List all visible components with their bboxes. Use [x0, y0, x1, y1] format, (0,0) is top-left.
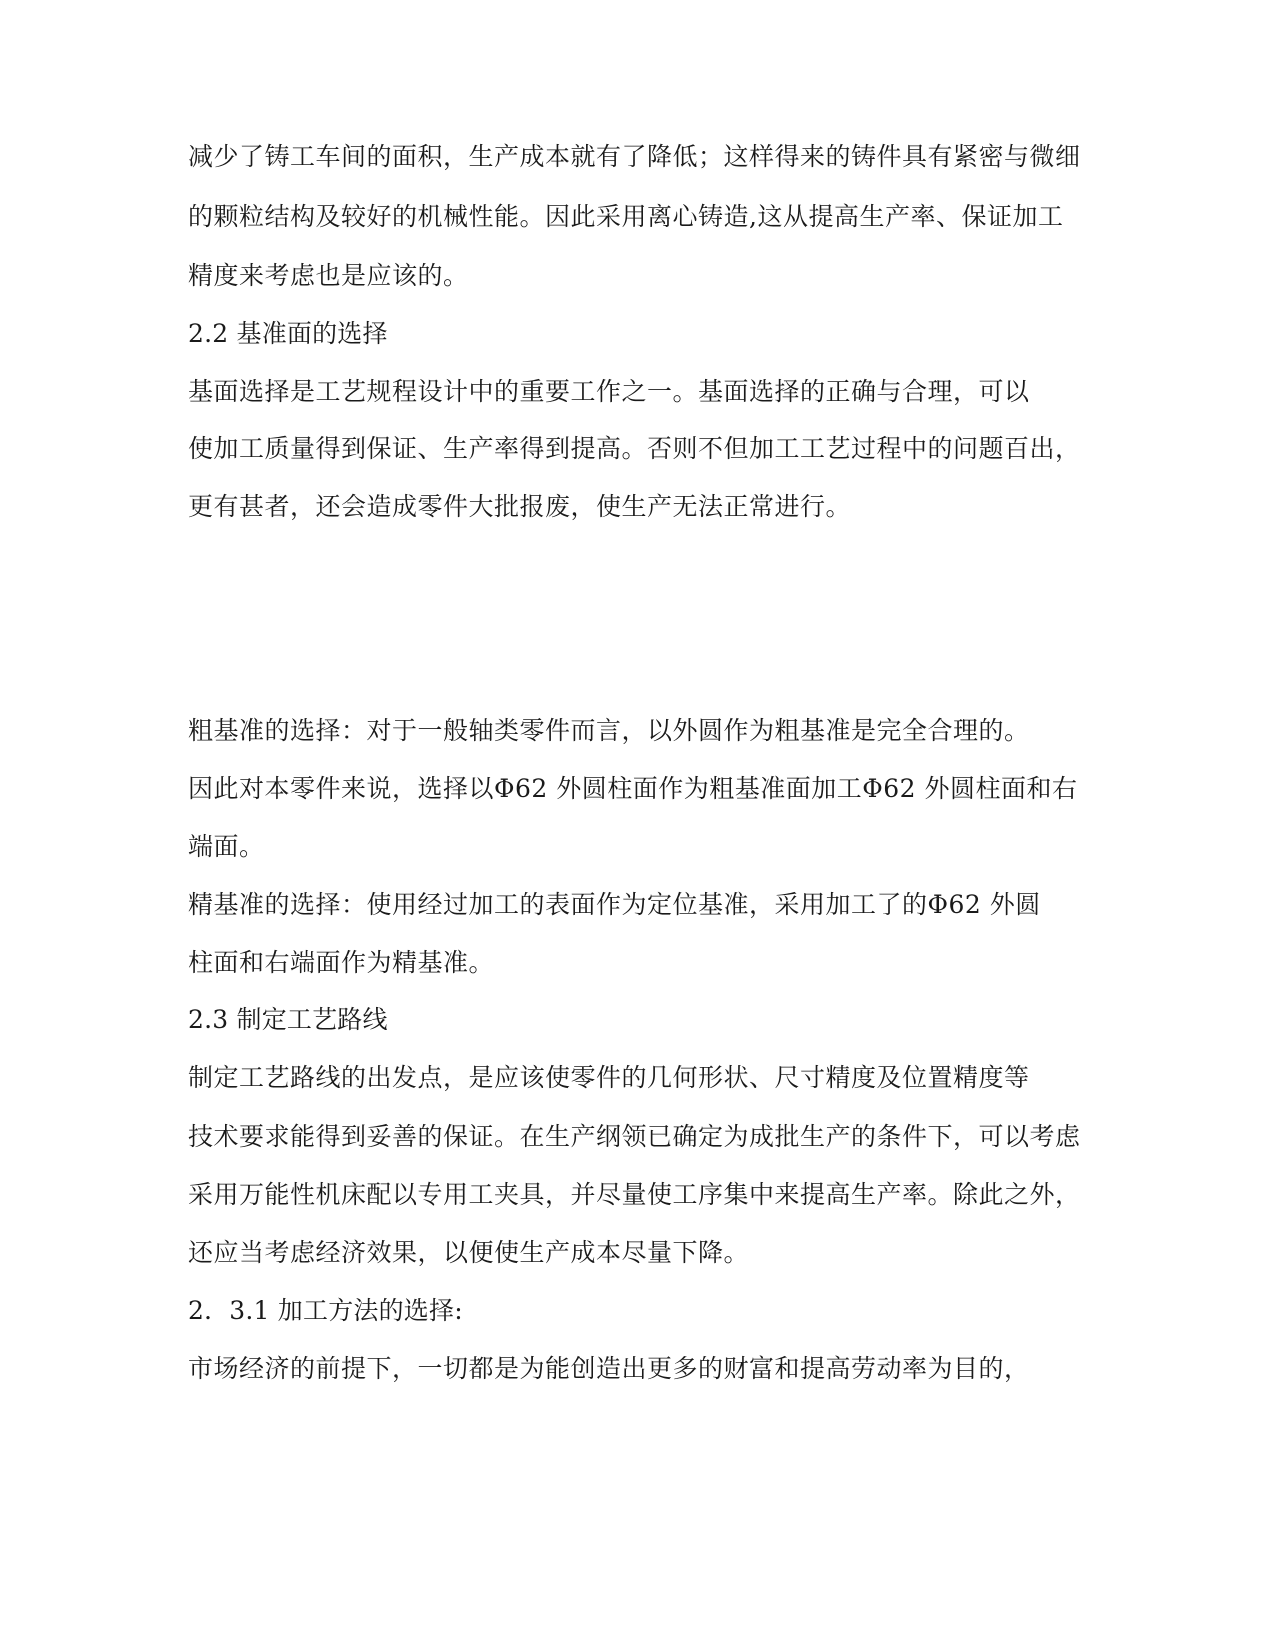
paragraph-line: 采用万能性机床配以专用工夹具，并尽量使工序集中来提高生产率。除此之外， [188, 1180, 1081, 1209]
paragraph-line: 更有甚者，还会造成零件大批报废，使生产无法正常进行。 [188, 492, 852, 521]
paragraph-line: 减少了铸工车间的面积，生产成本就有了降低；这样得来的铸件具有紧密与微细 [188, 142, 1081, 171]
paragraph-line: 制定工艺路线的出发点，是应该使零件的几何形状、尺寸精度及位置精度等 [188, 1063, 1030, 1092]
paragraph-line: 柱面和右端面作为精基准。 [188, 948, 495, 977]
paragraph-line: 使加工质量得到保证、生产率得到提高。否则不但加工工艺过程中的问题百出， [188, 434, 1081, 463]
paragraph-line: 端面。 [188, 832, 265, 861]
paragraph-line: 因此对本零件来说，选择以Φ62 外圆柱面作为粗基准面加工Φ62 外圆柱面和右 [188, 774, 1078, 803]
section-heading-2-2: 2.2 基准面的选择 [188, 319, 388, 348]
paragraph-line: 的颗粒结构及较好的机械性能。因此采用离心铸造,这从提高生产率、保证加工 [188, 202, 1064, 231]
section-heading-2-3-1: 2．3.1 加工方法的选择: [188, 1296, 463, 1325]
paragraph-line: 精基准的选择：使用经过加工的表面作为定位基准，采用加工了的Φ62 外圆 [188, 890, 1041, 919]
paragraph-line: 精度来考虑也是应该的。 [188, 261, 469, 290]
paragraph-line: 基面选择是工艺规程设计中的重要工作之一。基面选择的正确与合理，可以 [188, 377, 1030, 406]
paragraph-line: 还应当考虑经济效果，以便使生产成本尽量下降。 [188, 1238, 750, 1267]
section-heading-2-3: 2.3 制定工艺路线 [188, 1005, 388, 1034]
paragraph-line: 粗基准的选择：对于一般轴类零件而言，以外圆作为粗基准是完全合理的。 [188, 716, 1030, 745]
paragraph-line: 技术要求能得到妥善的保证。在生产纲领已确定为成批生产的条件下，可以考虑 [188, 1122, 1081, 1151]
paragraph-line: 市场经济的前提下，一切都是为能创造出更多的财富和提高劳动率为目的， [188, 1354, 1030, 1383]
